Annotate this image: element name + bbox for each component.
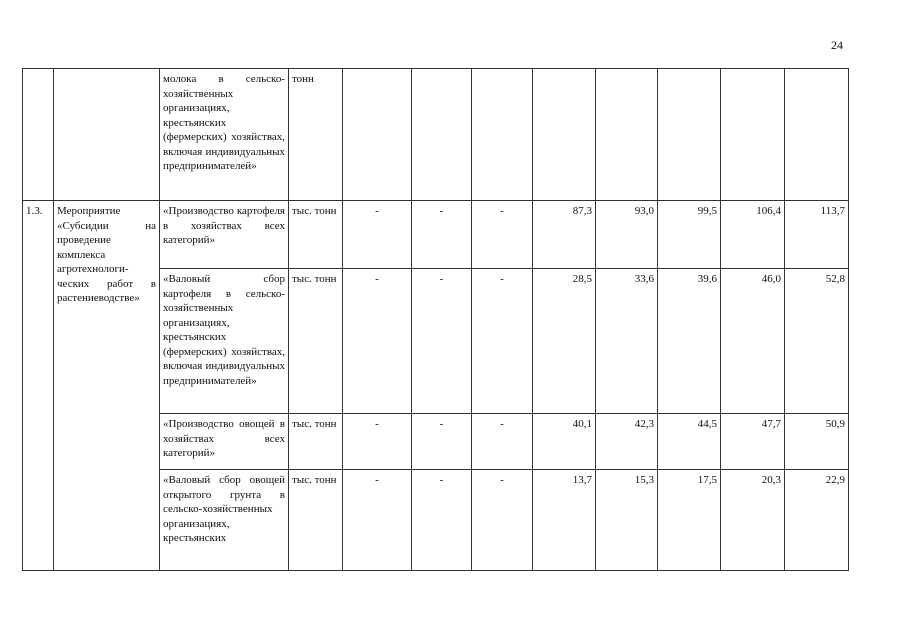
value-cell <box>785 69 849 201</box>
value-cell: 47,7 <box>721 414 785 470</box>
value-cell: - <box>412 269 472 414</box>
value-cell: - <box>343 201 412 269</box>
value-cell: - <box>412 470 472 571</box>
value-cell: 28,5 <box>533 269 596 414</box>
value-cell: 22,9 <box>785 470 849 571</box>
value-cell: - <box>343 414 412 470</box>
value-cell: 46,0 <box>721 269 785 414</box>
value-cell: 33,6 <box>596 269 658 414</box>
value-cell: - <box>412 414 472 470</box>
value-cell: 52,8 <box>785 269 849 414</box>
value-cell: - <box>472 201 533 269</box>
indicator-cell: молока в сельско-хозяйственных организациях, крестьянских (фермерских) хозяйствах, включая индивидуальных предпринимателей» <box>160 69 289 201</box>
program-cell <box>54 69 160 201</box>
indicator-cell: «Валовый сбор картофеля в сельско-хозяйственных организациях, крестьянских (фермерских) хозяйствах, включая индивидуальных предпринимателей» <box>160 269 289 414</box>
value-cell: - <box>472 269 533 414</box>
table-row <box>23 201 849 269</box>
value-cell: 113,7 <box>785 201 849 269</box>
value-cell <box>596 69 658 201</box>
value-cell: 50,9 <box>785 414 849 470</box>
value-cell: 106,4 <box>721 201 785 269</box>
indicator-cell: «Производство картофеля в хозяйствах всех категорий» <box>160 201 289 269</box>
value-cell: 44,5 <box>658 414 721 470</box>
value-cell: 42,3 <box>596 414 658 470</box>
value-cell: - <box>472 470 533 571</box>
page-number: 24 <box>831 38 843 52</box>
value-cell: 17,5 <box>658 470 721 571</box>
unit-cell: тыс. тонн <box>289 414 343 470</box>
row-number-cell <box>23 69 54 201</box>
indicators-table <box>22 68 849 571</box>
value-cell: 93,0 <box>596 201 658 269</box>
program-cell: Мероприятие «Субсидии на проведение комплекса агротехнологи-ческих работ в растениеводстве» <box>54 201 160 571</box>
unit-cell: тыс. тонн <box>289 269 343 414</box>
value-cell <box>658 69 721 201</box>
unit-cell: тонн <box>289 69 343 201</box>
value-cell: - <box>343 470 412 571</box>
value-cell: 99,5 <box>658 201 721 269</box>
unit-cell: тыс. тонн <box>289 201 343 269</box>
value-cell <box>533 69 596 201</box>
value-cell: 40,1 <box>533 414 596 470</box>
value-cell: - <box>472 414 533 470</box>
value-cell <box>472 69 533 201</box>
value-cell: - <box>343 269 412 414</box>
value-cell: 87,3 <box>533 201 596 269</box>
unit-cell: тыс. тонн <box>289 470 343 571</box>
value-cell: 39,6 <box>658 269 721 414</box>
value-cell: 15,3 <box>596 470 658 571</box>
indicator-cell: «Валовый сбор овощей открытого грунта в сельско-хозяйственных организациях, крестьянских <box>160 470 289 571</box>
indicator-cell: «Производство овощей в хозяйствах всех категорий» <box>160 414 289 470</box>
value-cell: 13,7 <box>533 470 596 571</box>
value-cell <box>343 69 412 201</box>
row-number-cell: 1.3. <box>23 201 54 571</box>
value-cell: 20,3 <box>721 470 785 571</box>
value-cell <box>412 69 472 201</box>
value-cell <box>721 69 785 201</box>
table-row <box>23 69 849 201</box>
value-cell: - <box>412 201 472 269</box>
